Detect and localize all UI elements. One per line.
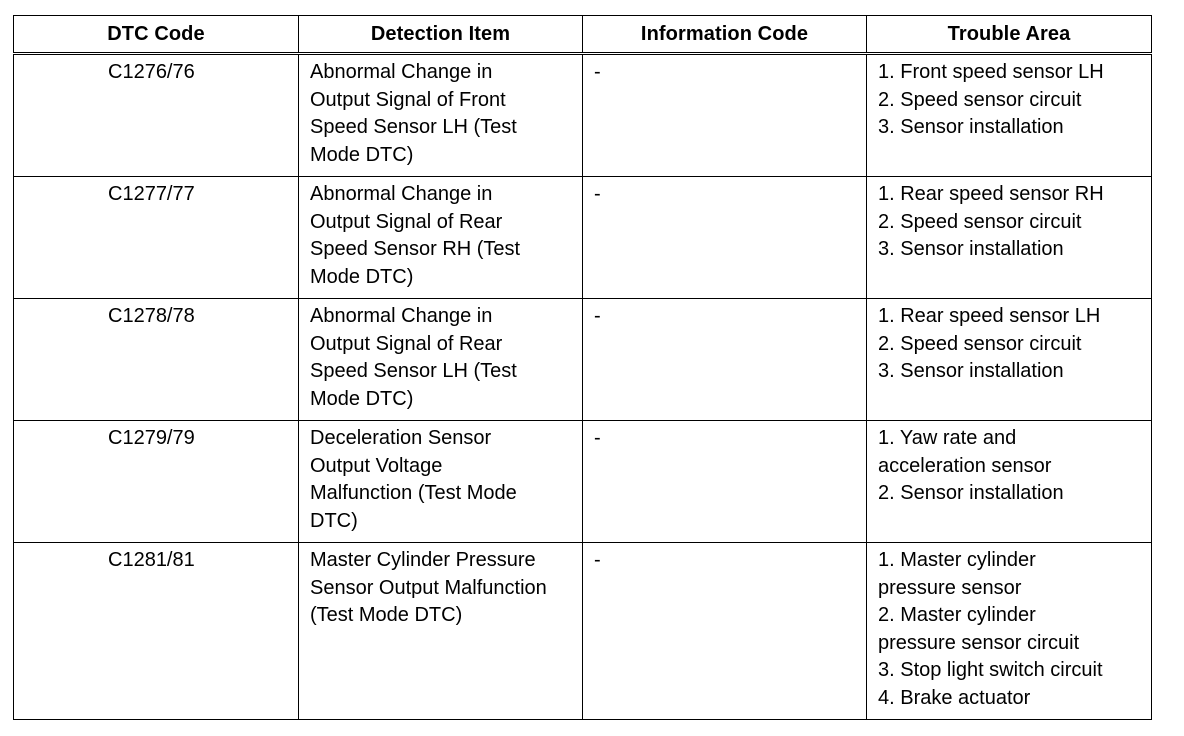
- detection-item-cell: [299, 299, 583, 421]
- information-code-cell: -: [583, 421, 867, 543]
- dtc-code-cell: C1276/76: [14, 54, 299, 177]
- detection-item-line: Speed Sensor LH (Test: [310, 360, 517, 383]
- detection-item-line: Mode DTC): [310, 143, 414, 166]
- detection-item-cell: [299, 421, 583, 543]
- detection-item-line: Deceleration Sensor: [310, 427, 492, 449]
- header-row: [14, 16, 1152, 54]
- detection-item-line: DTC): [310, 509, 358, 532]
- detection-item-line: Output Voltage: [310, 454, 443, 477]
- detection-item-line: Abnormal Change in: [310, 61, 493, 83]
- detection-item-line: Sensor Output Malfunction: [310, 576, 547, 599]
- trouble-area-cell: [867, 543, 1152, 720]
- trouble-area-line: 1. Master cylinder: [878, 549, 1036, 571]
- table-row: [14, 421, 1152, 543]
- header-trouble-area: Trouble Area: [867, 16, 1152, 54]
- dtc-code-cell: C1281/81: [14, 543, 299, 720]
- detection-item-cell: [299, 543, 583, 720]
- detection-item-cell: [299, 177, 583, 299]
- information-code-cell: -: [583, 177, 867, 299]
- detection-item-line: Abnormal Change in: [310, 305, 493, 327]
- detection-item-line: Mode DTC): [310, 387, 414, 410]
- detection-item-line: Mode DTC): [310, 265, 414, 288]
- trouble-area-line: 3. Sensor installation: [878, 360, 1064, 383]
- table-row: [14, 177, 1152, 299]
- header-detection-item: Detection Item: [299, 16, 583, 54]
- information-code-cell: -: [583, 54, 867, 177]
- trouble-area-line: 1. Front speed sensor LH: [878, 61, 1104, 83]
- detection-item-line: Speed Sensor RH (Test: [310, 238, 521, 261]
- detection-item-line: Master Cylinder Pressure: [310, 549, 536, 571]
- trouble-area-line: pressure sensor: [878, 576, 1022, 599]
- table-row: [14, 299, 1152, 421]
- information-code-cell: -: [583, 299, 867, 421]
- trouble-area-line: 2. Sensor installation: [878, 482, 1064, 505]
- detection-item-line: Malfunction (Test Mode: [310, 482, 517, 505]
- trouble-area-line: pressure sensor circuit: [878, 631, 1080, 654]
- trouble-area-line: 2. Speed sensor circuit: [878, 332, 1082, 355]
- trouble-area-line: 2. Speed sensor circuit: [878, 210, 1082, 233]
- trouble-area-line: 1. Yaw rate and: [878, 427, 1017, 449]
- detection-item-line: Output Signal of Rear: [310, 210, 503, 233]
- trouble-area-cell: [867, 54, 1152, 177]
- detection-item-line: Speed Sensor LH (Test: [310, 116, 517, 139]
- dtc-code-cell: C1277/77: [14, 177, 299, 299]
- trouble-area-line: 4. Brake actuator: [878, 686, 1031, 709]
- detection-item-line: Abnormal Change in: [310, 183, 493, 205]
- trouble-area-cell: [867, 177, 1152, 299]
- information-code-cell: -: [583, 543, 867, 720]
- trouble-area-cell: [867, 421, 1152, 543]
- dtc-table: [13, 15, 1152, 720]
- trouble-area-cell: [867, 299, 1152, 421]
- trouble-area-line: 3. Stop light switch circuit: [878, 659, 1103, 682]
- header-information-code: Information Code: [583, 16, 867, 54]
- trouble-area-line: 1. Rear speed sensor LH: [878, 305, 1101, 327]
- trouble-area-line: 2. Master cylinder: [878, 604, 1036, 627]
- trouble-area-line: acceleration sensor: [878, 454, 1052, 477]
- detection-item-cell: [299, 54, 583, 177]
- dtc-code-cell: C1279/79: [14, 421, 299, 543]
- dtc-code-cell: C1278/78: [14, 299, 299, 421]
- header-dtc-code: DTC Code: [14, 16, 299, 54]
- trouble-area-line: 2. Speed sensor circuit: [878, 88, 1082, 111]
- trouble-area-line: 3. Sensor installation: [878, 238, 1064, 261]
- trouble-area-line: 1. Rear speed sensor RH: [878, 183, 1104, 205]
- detection-item-line: (Test Mode DTC): [310, 604, 463, 627]
- table-row: [14, 54, 1152, 177]
- detection-item-line: Output Signal of Rear: [310, 332, 503, 355]
- table-row: [14, 543, 1152, 720]
- trouble-area-line: 3. Sensor installation: [878, 116, 1064, 139]
- detection-item-line: Output Signal of Front: [310, 88, 506, 111]
